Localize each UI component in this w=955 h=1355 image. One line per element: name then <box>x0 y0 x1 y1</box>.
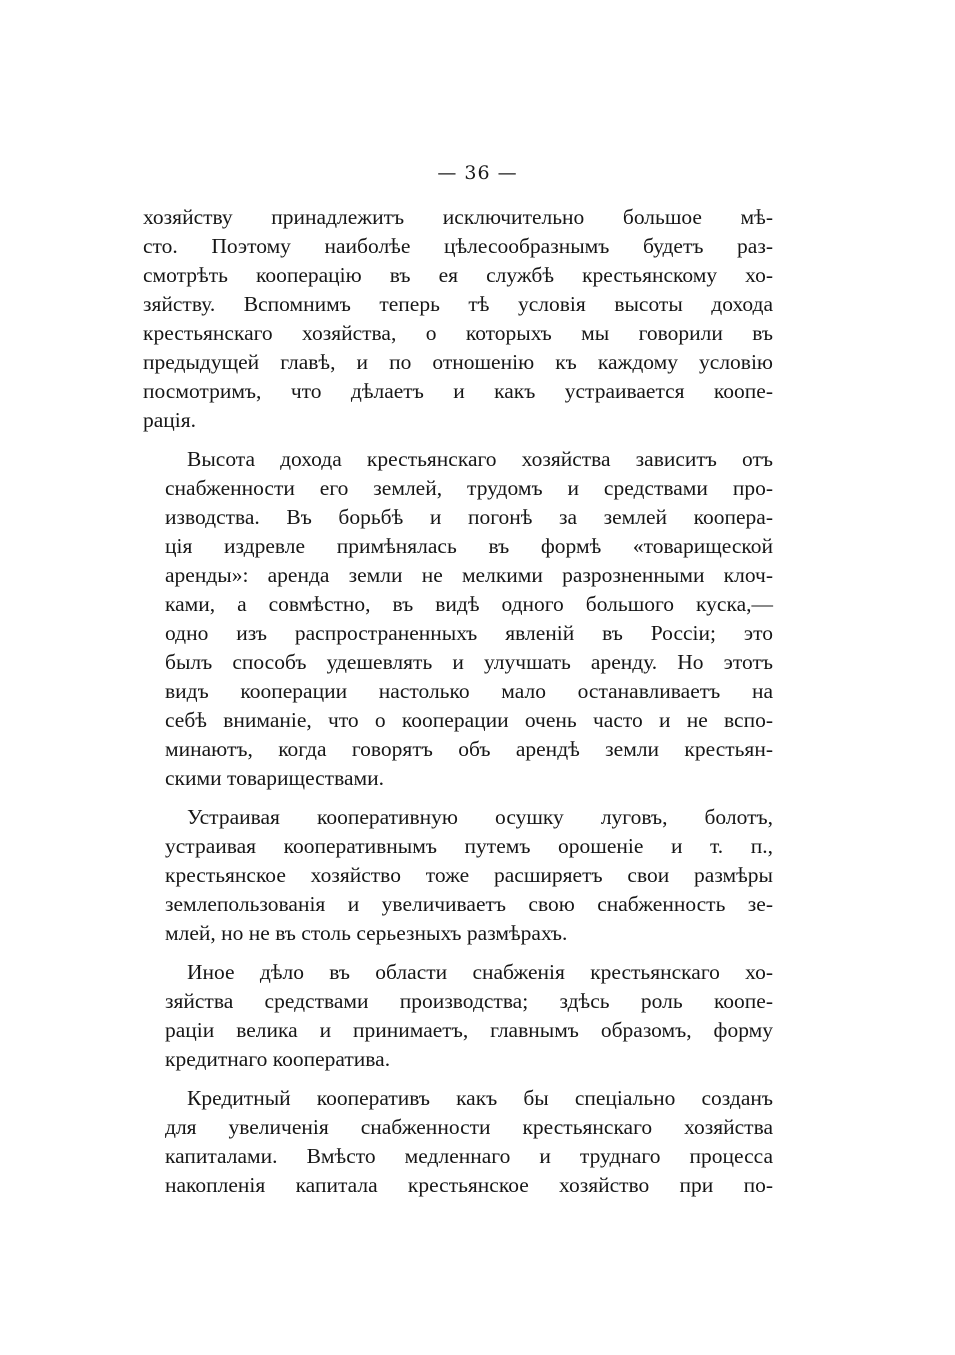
text-line: минаютъ, когда говорятъ объ арендѣ земли крестьян- <box>165 737 773 761</box>
text-line: Высота дохода крестьянскаго хозяйства зависитъ отъ <box>187 447 773 471</box>
text-line: сто. Поэтому наиболѣе цѣлесообразнымъ будетъ раз- <box>143 234 773 258</box>
text-line: зяйству. Вспомнимъ теперь тѣ условія высоты дохода <box>143 292 773 316</box>
text-line: ція издревле примѣнялась въ формѣ «товарищеской <box>165 534 773 558</box>
text-line: предыдущей главѣ, и по отношенію къ каждому условію <box>143 350 773 374</box>
text-line: хозяйству принадлежитъ исключительно большое мѣ- <box>143 205 773 229</box>
text-line: былъ способъ удешевлять и улучшать аренду. Но этотъ <box>165 650 773 674</box>
text-line: крестьянское хозяйство тоже расширяетъ свои размѣры <box>165 863 773 887</box>
text-line: млей, но не въ столь серьезныхъ размѣрахъ. <box>165 921 568 945</box>
text-line: аренды»: аренда земли не мелкими разрозненными клоч- <box>165 563 773 587</box>
paragraph-2 <box>143 445 773 793</box>
text-line: землепользованія и увеличиваетъ свою снабженность зе- <box>165 892 773 916</box>
text-line: Иное дѣло въ области снабженія крестьянскаго хо- <box>187 960 773 984</box>
paragraph-5 <box>143 1084 773 1200</box>
text-line: посмотримъ, что дѣлаетъ и какъ устраивается коопе- <box>143 379 773 403</box>
text-line: скими товариществами. <box>165 766 384 790</box>
text-line: изводства. Въ борьбѣ и погонѣ за землей коопера- <box>165 505 773 529</box>
text-line: для увеличенія снабженности крестьянскаго хозяйства <box>165 1115 773 1139</box>
text-line: раціи велика и принимаетъ, главнымъ образомъ, форму <box>165 1018 773 1042</box>
body-text <box>143 203 773 1210</box>
text-line: Кредитный кооперативъ какъ бы спеціально созданъ <box>187 1086 773 1110</box>
text-line: зяйства средствами производства; здѣсь роль коопе- <box>165 989 773 1013</box>
text-line: кредитнаго кооператива. <box>165 1047 391 1071</box>
text-line: капиталами. Вмѣсто медленнаго и труднаго процесса <box>165 1144 773 1168</box>
text-line: устраивая кооперативнымъ путемъ орошеніе и т. п., <box>165 834 773 858</box>
text-line: Устраивая кооперативную осушку луговъ, болотъ, <box>187 805 773 829</box>
page-number: — 36 — <box>437 162 518 184</box>
paragraph-4 <box>143 958 773 1074</box>
text-line: смотрѣть кооперацію въ ея службѣ крестьянскому хо- <box>143 263 773 287</box>
text-line: себѣ вниманіе, что о кооперации очень часто и не вспо- <box>165 708 773 732</box>
text-line: рація. <box>143 408 197 432</box>
text-line: крестьянскаго хозяйства, о которыхъ мы говорили въ <box>143 321 773 345</box>
text-line: снабженности его землей, трудомъ и средствами про- <box>165 476 773 500</box>
text-line: ками, а совмѣстно, въ видѣ одного большого куска,— <box>165 592 773 616</box>
text-line: одно изъ распространенныхъ явленій въ Россіи; это <box>165 621 773 645</box>
paragraph-1 <box>143 203 773 435</box>
paragraph-3 <box>143 803 773 948</box>
text-line: видъ кооперации настолько мало останавливаетъ на <box>165 679 773 703</box>
text-line: накопленія капитала крестьянское хозяйство при по- <box>165 1173 773 1197</box>
